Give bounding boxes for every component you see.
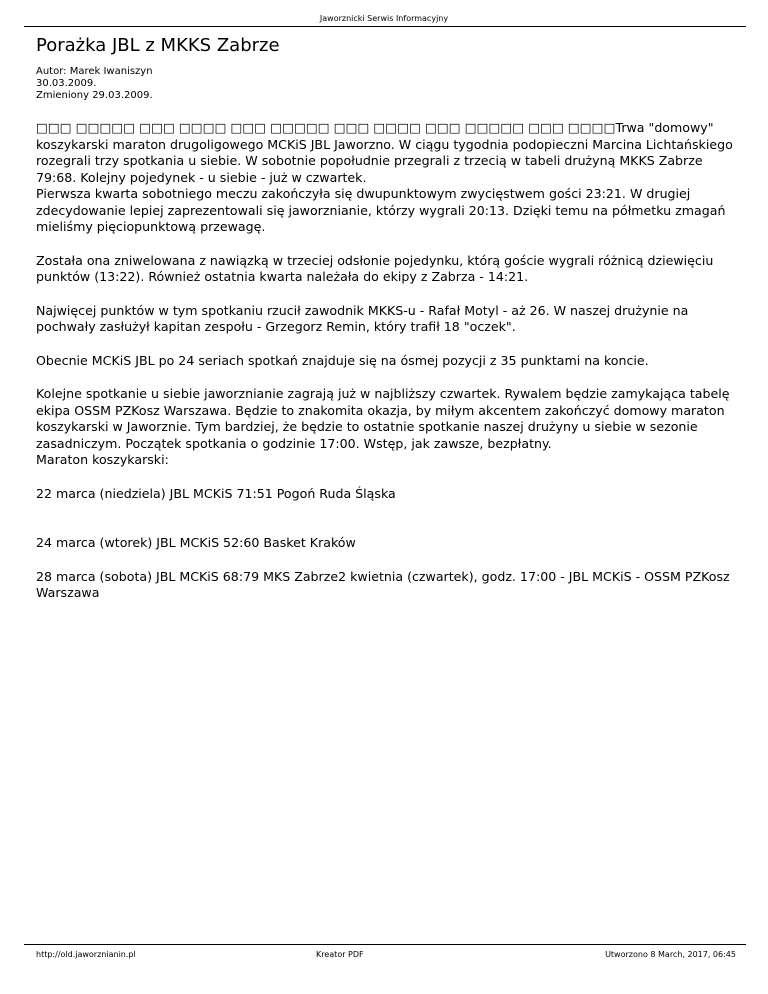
results-item: 28 marca (sobota) JBL MCKiS 68:79 MKS Zabrze2 kwietnia (czwartek), godz. 17:00 - JBL MCKiS - OSSM PZKosz Warszawa [36, 568, 730, 600]
article-paragraph: Maraton koszykarski: [36, 452, 169, 467]
article-paragraph: Kolejne spotkanie u siebie jaworznianie zagrają już w najbliższy czwartek. Rywalem będzie zamykająca tabelę ekipa OSSM PZKosz Warszawa. Będzie to znakomita okazja, by miłym akcentem zakończyć domowy maraton koszykarski w Jaworznie. Tym bardziej, że będzie to ostatnie spotkanie naszej drużyny u siebie w sezonie zasadniczym. Początek spotkania o godzinie 17:00. Wstęp, jak zawsze, bezpłatny. [36, 386, 730, 451]
article-body [36, 120, 736, 602]
results-item: 24 marca (wtorek) JBL MCKiS 52:60 Basket Kraków [36, 535, 356, 550]
article-paragraph: □□□ □□□□□ □□□ □□□□ □□□ □□□□□ □□□ □□□□ □□□ □□□□□ □□□ □□□□Trwa "domowy" koszykarski maraton drugoligowego MCKiS JBL Jaworzno. W ciągu tygodnia podopieczni Marcina Lichtańskiego rozegrali trzy spotkania u siebie. W sobotnie popołudnie przegrali z trzecią w tabeli drużyną MKKS Zabrze 79:68. Kolejny pojedynek - u siebie - już w czwartek. [36, 120, 733, 185]
site-header: Jaworznicki Serwis Informacyjny [319, 14, 449, 23]
article-meta [36, 66, 736, 102]
article-title: Porażka JBL z MKKS Zabrze [36, 35, 280, 56]
article-author: Autor: Marek Iwaniszyn [36, 66, 153, 77]
footer-divider [24, 944, 746, 945]
header-divider [24, 26, 746, 27]
footer-url: http://old.jaworznianin.pl [36, 950, 136, 959]
article-paragraph: Obecnie MCKiS JBL po 24 seriach spotkań znajduje się na ósmej pozycji z 35 punktami na koncie. [36, 352, 649, 368]
article-paragraph: Została ona zniwelowana z nawiązką w trzeciej odsłonie pojedynku, którą goście wygrali różnicą dziewięciu punktów (13:22). Również ostatnia kwarta należała do ekipy z Zabrza - 14:21. [36, 252, 714, 284]
results-item: 22 marca (niedziela) JBL MCKiS 71:51 Pogoń Ruda Śląska [36, 485, 396, 501]
footer-created: Utworzono 8 March, 2017, 06:45 [605, 950, 736, 959]
footer-generator: Kreator PDF [316, 950, 364, 959]
article-modified: Zmieniony 29.03.2009. [36, 90, 153, 101]
article-paragraph: Pierwsza kwarta sobotniego meczu zakończyła się dwupunktowym zwycięstwem gości 23:21. W drugiej zdecydowanie lepiej zaprezentowali się jaworznianie, którzy wygrali 20:13. Dzięki temu na półmetku zmagań mieliśmy pięciopunktową przewagę. [36, 186, 726, 234]
article-date: 30.03.2009. [36, 78, 97, 89]
article-paragraph: Najwięcej punktów w tym spotkaniu rzucił zawodnik MKKS-u - Rafał Motyl - aż 26. W naszej drużynie na pochwały zasłużył kapitan zespołu - Grzegorz Remin, który trafił 18 "oczek". [36, 302, 689, 334]
article [36, 32, 736, 619]
